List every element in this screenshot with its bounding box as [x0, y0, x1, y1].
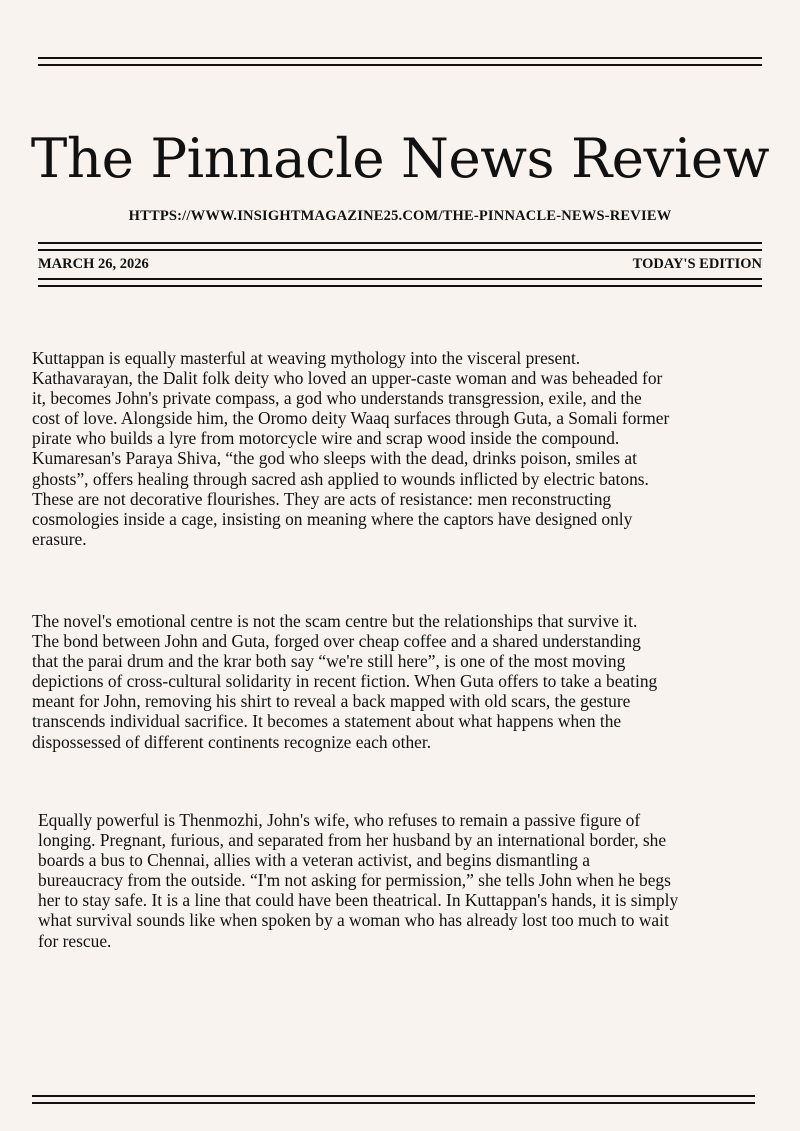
top-double-rule — [38, 57, 762, 66]
paragraph-line: erasure. — [32, 528, 87, 549]
paragraph-line: These are not decorative flourishes. They are acts of resistance: men reconstructing — [32, 488, 612, 509]
paragraph-line: Kumaresan's Paraya Shiva, “the god who sleeps with the dead, drinks poison, smiles at — [32, 448, 637, 469]
paragraph-line: cost of love. Alongside him, the Oromo deity Waaq surfaces through Guta, a Somali former — [32, 408, 670, 429]
paragraph-line: her to stay safe. It is a line that could have been theatrical. In Kuttappan's hands, it is simply — [38, 890, 679, 911]
paragraph-line: Kathavarayan, the Dalit folk deity who loved an upper-caste woman and was beheaded for — [32, 368, 663, 389]
issue-date: MARCH 26, 2026 — [38, 256, 149, 272]
article-paragraph-1 — [32, 348, 669, 549]
dateline-top-rule — [38, 242, 762, 251]
article-paragraph-2 — [32, 611, 657, 752]
paragraph-line: Kuttappan is equally masterful at weaving mythology into the visceral present. — [32, 348, 581, 368]
paragraph-line: that the parai drum and the krar both say “we're still here”, is one of the most moving — [32, 651, 626, 672]
paragraph-line: boards a bus to Chennai, allies with a veteran activist, and begins dismantling a — [38, 850, 591, 871]
website-url[interactable]: HTTPS://WWW.INSIGHTMAGAZINE25.COM/THE-PINNACLE-NEWS-REVIEW — [128, 208, 672, 224]
paragraph-line: The novel's emotional centre is not the scam centre but the relationships that survive it. — [32, 611, 638, 631]
paragraph-line: cosmologies inside a cage, insisting on meaning where the captors have designed only — [32, 508, 633, 529]
paragraph-line: what survival sounds like when spoken by a woman who has already lost too much to wait — [38, 910, 669, 931]
paragraph-line: ghosts”, offers healing through sacred ash applied to wounds inflicted by electric batons. — [32, 468, 649, 489]
paragraph-line: it, becomes John's private compass, a god who understands transgression, exile, and the — [32, 388, 642, 409]
paragraph-line: dispossessed of different continents recognize each other. — [32, 731, 432, 752]
paragraph-line: meant for John, removing his shirt to reveal a back mapped with old scars, the gesture — [32, 691, 631, 712]
paragraph-line: pirate who builds a lyre from motorcycle wire and scrap wood inside the compound. — [32, 428, 620, 449]
paragraph-line: The bond between John and Guta, forged over cheap coffee and a shared understanding — [32, 631, 641, 652]
paragraph-line: bureaucracy from the outside. “I'm not asking for permission,” she tells John when he begs — [38, 870, 671, 891]
paragraph-line: for rescue. — [38, 930, 112, 951]
edition-label: TODAY'S EDITION — [632, 256, 762, 272]
bottom-double-rule — [32, 1095, 755, 1104]
paragraph-line: longing. Pregnant, furious, and separated from her husband by an international border, she — [38, 830, 667, 851]
paragraph-line: depictions of cross-cultural solidarity in recent fiction. When Guta offers to take a beating — [32, 671, 658, 692]
dateline-bottom-rule — [38, 278, 762, 287]
paragraph-line: Equally powerful is Thenmozhi, John's wife, who refuses to remain a passive figure of — [38, 810, 641, 830]
masthead-title: The Pinnacle News Review — [30, 126, 770, 190]
paragraph-line: transcends individual sacrifice. It becomes a statement about what happens when the — [32, 711, 622, 732]
article-paragraph-3 — [38, 810, 678, 951]
dateline — [38, 256, 762, 274]
